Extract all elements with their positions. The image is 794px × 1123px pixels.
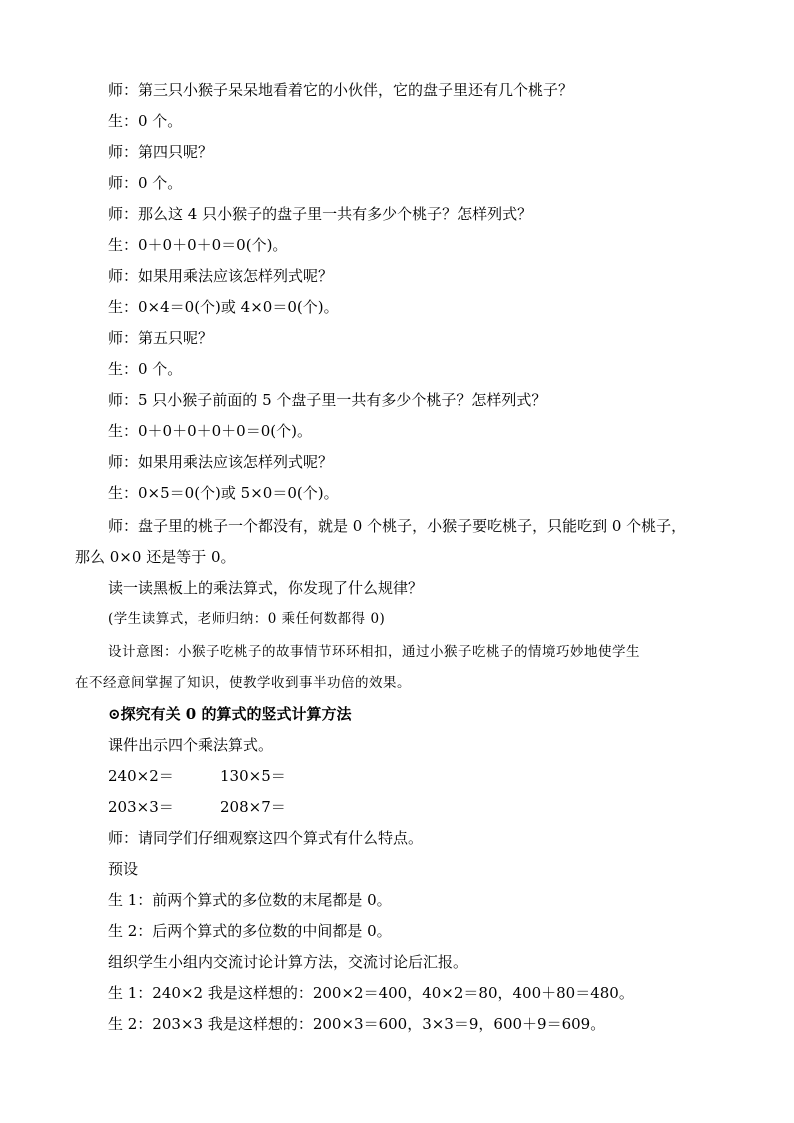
text-line-12: 生：0＋0＋0＋0＋0＝0(个)。: [108, 422, 312, 440]
section-heading: ⊙探究有关 0 的算式的竖式计算方法: [108, 705, 352, 723]
design-intent-line-2: 在不经意间掌握了知识，使教学收到事半功倍的效果。: [75, 675, 411, 691]
text-line-17: 读一读黑板上的乘法算式，你发现了什么规律？: [108, 579, 424, 597]
text-line-4: 师：0 个。: [108, 174, 183, 192]
text-line-1: 师：第三只小猴子呆呆地看着它的小伙伴，它的盘子里还有几个桃子？: [108, 81, 574, 99]
text-line-5: 师：那么这 4 只小猴子的盘子里一共有多少个桃子？怎样列式？: [108, 205, 533, 223]
text-line-9: 师：第五只呢？: [108, 329, 214, 347]
text-line-16: 那么 0×0 还是等于 0。: [75, 548, 236, 566]
text-line-3: 师：第四只呢？: [108, 143, 214, 161]
text-line-2: 生：0 个。: [108, 112, 183, 130]
text-line-15: 师：盘子里的桃子一个都没有，就是 0 个桃子，小猴子要吃桃子，只能吃到 0 个桃子，: [108, 517, 687, 535]
equation-240x2: 240×2＝: [108, 767, 174, 785]
text-line-6: 生：0＋0＋0＋0＝0(个)。: [108, 236, 288, 254]
text-line-22: 课件出示四个乘法算式。: [108, 736, 274, 754]
text-line-32: 生 1：240×2 我是这样想的：200×2＝400，40×2＝80，400＋80＝480。: [108, 984, 634, 1002]
text-line-30: 生 2：后两个算式的多位数的中间都是 0。: [108, 922, 392, 940]
equation-208x7: 208×7＝: [220, 798, 286, 816]
text-line-7: 师：如果用乘法应该怎样列式呢？: [108, 267, 334, 285]
equation-203x3: 203×3＝: [108, 798, 174, 816]
text-line-28: 预设: [108, 860, 139, 878]
text-line-29: 生 1：前两个算式的多位数的末尾都是 0。: [108, 891, 392, 909]
design-intent-line-1: 设计意图：小猴子吃桃子的故事情节环环相扣，通过小猴子吃桃子的情境巧妙地使学生: [108, 644, 640, 660]
text-line-31: 组织学生小组内交流讨论计算方法，交流讨论后汇报。: [108, 953, 469, 971]
text-line-11: 师：5 只小猴子前面的 5 个盘子里一共有多少个桃子？怎样列式？: [108, 391, 547, 409]
text-line-14: 生：0×5＝0(个)或 5×0＝0(个)。: [108, 484, 339, 502]
text-line-8: 生：0×4＝0(个)或 4×0＝0(个)。: [108, 298, 339, 316]
text-line-27: 师：请同学们仔细观察这四个算式有什么特点。: [108, 829, 424, 847]
text-line-13: 师：如果用乘法应该怎样列式呢？: [108, 453, 334, 471]
text-line-10: 生：0 个。: [108, 360, 183, 378]
teacher-summary-note: (学生读算式，老师归纳：0 乘任何数都得 0): [108, 611, 386, 627]
equation-130x5: 130×5＝: [220, 767, 286, 785]
text-line-33: 生 2：203×3 我是这样想的：200×3＝600，3×3＝9，600＋9＝609。: [108, 1015, 606, 1033]
